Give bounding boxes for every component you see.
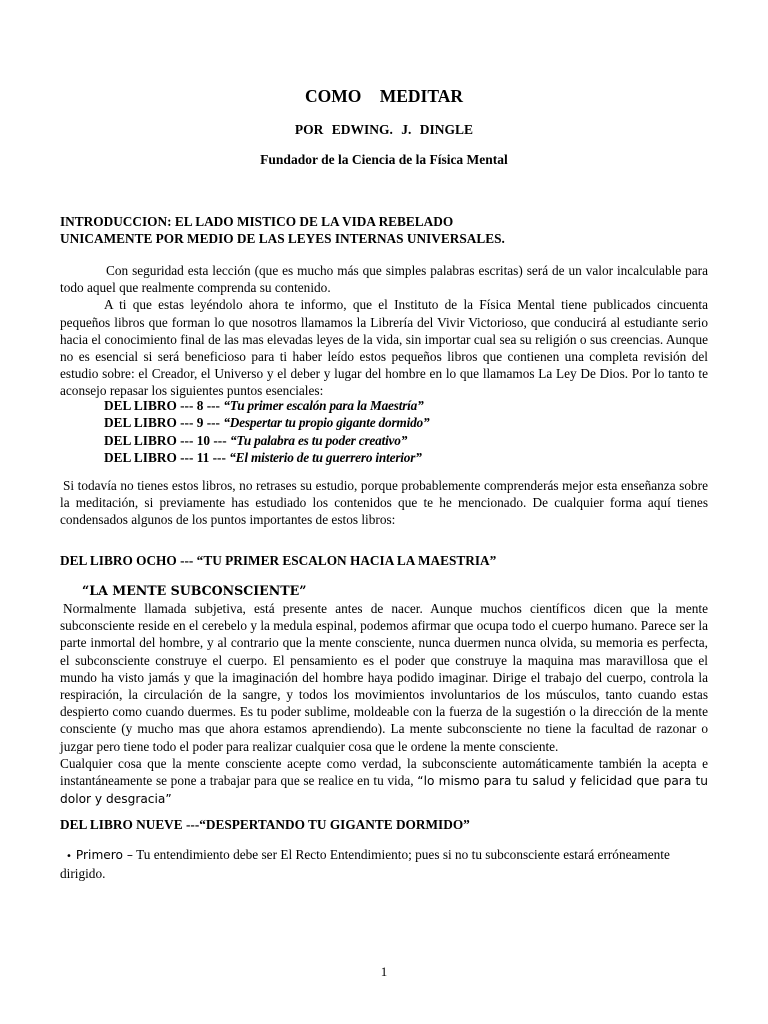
section8-heading: DEL LIBRO OCHO --- “TU PRIMER ESCALON HACIA LA MAESTRIA” xyxy=(60,553,497,568)
intro-heading xyxy=(60,213,708,247)
book-item xyxy=(104,414,429,431)
book-title: “Tu primer escalón para la Maestría” xyxy=(223,398,424,413)
section8-paragraph-2 xyxy=(60,755,708,809)
book-item xyxy=(104,449,429,466)
intro-paragraph-2: A ti que estas leyéndolo ahora te informo, que el Instituto de la Física Mental tiene publicados cincuenta pequeños libros que forman lo que nosotros llamamos la Librería del Vivir Victorioso, que conducirá al estudiante serio hacia el conocimiento final de las mas elevadas leyes de la vida, sin importar cual sea su religión o sus creencias. Aunque no es esencial si será beneficioso para ti haber leído estos pequeños libros que contienen una completa revisión del estudio sobre: el Creador, el Universo y el deber y lugar del hombre en lo que llamamos La Ley De Dios. Por lo tanto te aconsejo repasar los siguientes puntos esenciales: xyxy=(60,297,708,399)
book-title: “El misterio de tu guerrero interior” xyxy=(229,450,422,466)
book-list xyxy=(104,397,429,467)
book-prefix: DEL LIBRO --- 8 --- xyxy=(104,398,224,413)
book-prefix: DEL LIBRO --- 11 --- xyxy=(104,450,230,466)
bullet-text: Tu entendimiento debe ser El Recto Entendimiento; pues si no tu subconsciente estará erróneamente dirigido. xyxy=(60,847,670,882)
section8-subheading: “LA MENTE SUBCONSCIENTE” xyxy=(82,583,307,598)
book-item xyxy=(104,432,429,449)
section8-paragraph-1: Normalmente llamada subjetiva, está presente antes de nacer. Aunque muchos científicos dicen que la mente subconsciente reside en el cerebelo y la medula espinal, podemos afirmar que ocupa todo el cuerpo humano. Parece ser la parte inmortal del hombre, y al contrario que la mente consciente, nunca duermen nunca olvida, su memoria es perfecta, el subconsciente construye el cuerpo. El pensamiento es el poder que construye la maquina mas maravillosa que el mundo ha visto jamás y que la imaginación del hombre haya podido imaginar. Dirige el trabajo del cuerpo, controla la respiración, la circulación de la sangre, y todos los movimientos involuntarios de los músculos, tanto cuando estas despierto como cuando duermes. Es tu poder sublime, moldeable con la fuerza de la sugestión o la dirección de la mente consciente (y mucho mas que ahora estamos aprendiendo). La mente subconsciente no tiene la facultad de razonar o juzgar pero tiene todo el poder para realizar cualquier cosa que le ordene la mente consciente. xyxy=(60,601,708,754)
document-title: COMO MEDITAR xyxy=(304,86,464,106)
book-title: “Despertar tu propio gigante dormido” xyxy=(223,415,430,431)
book-title: “Tu palabra es tu poder creativo” xyxy=(229,432,408,448)
bullet-label: Primero – xyxy=(75,848,133,862)
bullet-icon: • xyxy=(66,851,72,862)
founder-line: Fundador de la Ciencia de la Física Mental xyxy=(260,152,508,167)
intro-paragraph-1: Con seguridad esta lección (que es mucho más que simples palabras escritas) será de un valor incalculable para todo aquel que realmente comprenda su contenido. xyxy=(60,263,708,296)
book-prefix: DEL LIBRO --- 10 --- xyxy=(104,432,230,448)
book-prefix: DEL LIBRO --- 9 --- xyxy=(104,415,224,431)
section9-heading: DEL LIBRO NUEVE ---“DESPERTANDO TU GIGANTE DORMIDO” xyxy=(60,817,470,832)
intro-body xyxy=(60,262,708,400)
section9-bullet xyxy=(60,846,708,882)
paragraph2-quote: “lo mismo para tu salud y felicidad que para tu dolor y desgracia” xyxy=(60,774,708,807)
intro-heading-line2: UNICAMENTE POR MEDIO DE LAS LEYES INTERNAS UNIVERSALES. xyxy=(60,231,505,247)
after-books-paragraph: Si todavía no tienes estos libros, no retrases su estudio, porque probablemente comprenderás mejor esta enseñanza sobre la meditación, si previamente has estudiado los contenidos que te he mencionado. De cualquier forma aquí tienes condensados algunos de los puntos importantes de estos libros: xyxy=(60,478,708,528)
paragraph2-main: Cualquier cosa que la mente consciente acepte como verdad, la subconsciente automáticamente también la acepta e instantáneamente se pone a trabajar para que se realice en tu vida, xyxy=(60,756,708,789)
page-number: 1 xyxy=(380,964,388,979)
book-item xyxy=(104,397,429,414)
author-line: POR EDWING. J. DINGLE xyxy=(294,122,474,137)
intro-heading-line1: INTRODUCCION: EL LADO MISTICO DE LA VIDA REBELADO xyxy=(60,214,454,229)
